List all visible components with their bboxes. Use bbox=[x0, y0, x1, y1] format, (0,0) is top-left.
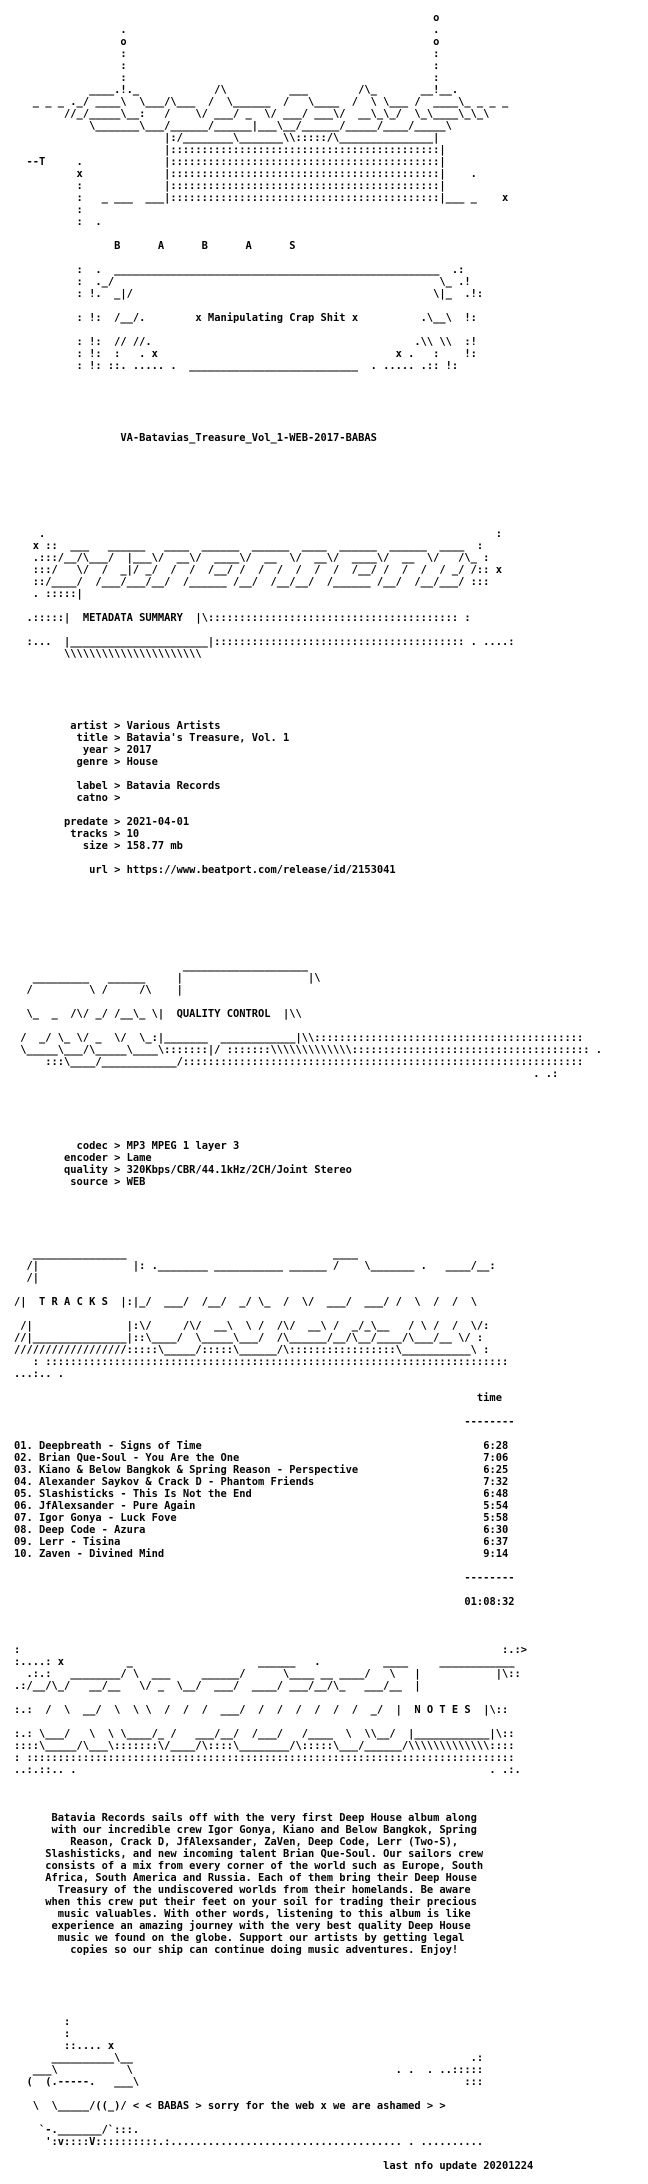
track-title: Kiano & Below Bangkok & Spring Reason - Perspective bbox=[39, 1464, 477, 1476]
track-title: Brian Que-Soul - You Are the One bbox=[39, 1452, 477, 1464]
metadata-field-value: House bbox=[126, 756, 158, 768]
metadata-field-label: size bbox=[14, 840, 108, 852]
track-title: Igor Gonya - Luck Fove bbox=[39, 1512, 477, 1524]
metadata-field-value: Various Artists bbox=[126, 720, 221, 732]
metadata-field-value: 2017 bbox=[126, 744, 152, 756]
track-time: 7:06 bbox=[476, 1452, 509, 1464]
metadata-field-value: https://www.beatport.com/release/id/2153041 bbox=[126, 864, 396, 876]
quality-heading: QUALITY CONTROL bbox=[176, 1008, 271, 1020]
notes-line: Reason, Crack D, JfAlexsander, ZaVen, Deep Code, Lerr (Two-S), bbox=[14, 1836, 459, 1848]
footer-message-line: \ \_____/((_)/ < < BABAS > sorry for the web x we are ashamed > > bbox=[14, 2100, 446, 2112]
tracks-rule-line bbox=[14, 1416, 602, 1428]
metadata-field-row bbox=[14, 852, 602, 864]
tracks-art-bottom: /| |:\/ /\/ __\ \ / /\/ __\ / _/_\__ / \ / / \/: //|_______________|::\____/ \_____\___/ /\______/__/\__/____/\___/__ \/ : //////////////////:::::\_____/:::::\______/\:::::::::::::::::\___________\ : : :::::::::::::::::::::::::::::::::::::::::::::::::::::::::::::::::::::::::: ...:.. . bbox=[14, 1320, 509, 1380]
notes-line: experience an amazing journey with the very best quality Deep House bbox=[14, 1920, 471, 1932]
metadata-field-label: title bbox=[14, 732, 108, 744]
tracks-heading-line: /| T R A C K S |:|_/ ___/ /__/ _/ \_ / \/ ___/ ___/ / \ / / \ bbox=[14, 1296, 477, 1308]
quality-field-value: 320Kbps/CBR/44.1kHz/2CH/Joint Stereo bbox=[126, 1164, 352, 1176]
tracks-total-rule: -------- bbox=[14, 1572, 515, 1584]
notes-line: music valuables. With other words, listening to this album is like bbox=[14, 1908, 471, 1920]
last-update-line bbox=[14, 2160, 602, 2172]
metadata-field-row bbox=[14, 804, 602, 816]
metadata-field-row: size > 158.77 mb bbox=[14, 840, 183, 852]
notes-line: with our incredible crew Igor Gonya, Kiano and Below Bangkok, Spring bbox=[14, 1824, 477, 1836]
metadata-field-row: title > Batavia's Treasure, Vol. 1 bbox=[14, 732, 290, 744]
track-number: 03. bbox=[14, 1464, 33, 1476]
nfo-document bbox=[14, 0, 602, 2184]
track-row bbox=[14, 1476, 602, 1488]
metadata-field-label: year bbox=[14, 744, 108, 756]
quality-field-label: quality bbox=[14, 1164, 108, 1176]
notes-line: copies so our ship can continue doing music adventures. Enjoy! bbox=[14, 1944, 459, 1956]
track-number: 02. bbox=[14, 1452, 33, 1464]
metadata-field-row: genre > House bbox=[14, 756, 158, 768]
notes-line: consists of a mix from every corner of the world such as Europe, South bbox=[14, 1860, 484, 1872]
track-number: 08. bbox=[14, 1524, 33, 1536]
notes-line: Treasury of the undiscovered worlds from their homelands. Be aware bbox=[14, 1884, 471, 1896]
tracks-art-top: _______________ ____ /| |: .________ ___________ ______ / \_______ . ____/__: /| bbox=[26, 1248, 496, 1284]
metadata-field-row: predate > 2021-04-01 bbox=[14, 816, 190, 828]
footer-art-top: : : ::.... x __________\__ .: ___\ \ . . . ..::::: ( (.-----. ___\ ::: bbox=[26, 2016, 484, 2088]
quality-field-value: MP3 MPEG 1 layer 3 bbox=[126, 1140, 240, 1152]
metadata-field-label: url bbox=[14, 864, 108, 876]
track-number: 07. bbox=[14, 1512, 33, 1524]
track-number: 06. bbox=[14, 1500, 33, 1512]
track-time: 7:32 bbox=[476, 1476, 509, 1488]
track-row bbox=[14, 1548, 602, 1560]
release-name-line bbox=[14, 432, 602, 444]
track-row bbox=[14, 1440, 602, 1452]
quality-field-label: source bbox=[14, 1176, 108, 1188]
tracks-heading: T R A C K S bbox=[39, 1296, 108, 1308]
metadata-field-row: catno > bbox=[14, 792, 127, 804]
track-title: JfAlexsander - Pure Again bbox=[39, 1500, 477, 1512]
tracks-total-line bbox=[14, 1596, 602, 1608]
track-time: 9:14 bbox=[476, 1548, 509, 1560]
track-time: 6:37 bbox=[476, 1536, 509, 1548]
metadata-field-label: catno bbox=[14, 792, 108, 804]
track-row bbox=[14, 1452, 602, 1464]
track-title: Deepbreath - Signs of Time bbox=[39, 1440, 477, 1452]
metadata-art-bottom: :... |______________________|:::::::::::::::::::::::::::::::::::::::: . ....: \\\\\\\\\\\\\\\\\\\\\\ bbox=[26, 636, 515, 660]
last-update-label: last nfo update bbox=[383, 2160, 477, 2172]
metadata-field-value: 2021-04-01 bbox=[126, 816, 190, 828]
track-row bbox=[14, 1488, 602, 1500]
metadata-field-row: artist > Various Artists bbox=[14, 720, 221, 732]
header-frame-top: : . ____________________________________________________ .: : ._/ \_ .! : !. _|/ \|_ .!: bbox=[76, 264, 484, 300]
quality-field-row: quality > 320Kbps/CBR/44.1kHz/2CH/Joint Stereo bbox=[14, 1164, 352, 1176]
time-rule: -------- bbox=[464, 1416, 515, 1428]
babas-letters: B A B A S bbox=[114, 240, 296, 252]
time-header: time bbox=[476, 1392, 502, 1404]
quality-fields bbox=[14, 1140, 602, 1188]
release-name: VA-Batavias_Treasure_Vol_1-WEB-2017-BABAS bbox=[120, 432, 377, 444]
track-time: 6:48 bbox=[476, 1488, 509, 1500]
metadata-field-row bbox=[14, 768, 602, 780]
quality-field-value: Lame bbox=[126, 1152, 152, 1164]
metadata-fields bbox=[14, 720, 602, 876]
track-title: Alexander Saykov & Crack D - Phantom Friends bbox=[39, 1476, 477, 1488]
track-number: 04. bbox=[14, 1476, 33, 1488]
metadata-field-row: year > 2017 bbox=[14, 744, 152, 756]
track-time: 5:54 bbox=[476, 1500, 509, 1512]
metadata-field-label: label bbox=[14, 780, 108, 792]
notes-text bbox=[14, 1812, 602, 1956]
track-time: 6:25 bbox=[476, 1464, 509, 1476]
tagline-line: : !: /__/. x Manipulating Crap Shit x .\__\ !: bbox=[14, 312, 477, 324]
metadata-field-label: tracks bbox=[14, 828, 108, 840]
track-time: 6:28 bbox=[476, 1440, 509, 1452]
header-ascii-art: o . . o o : : : : : : ____.!._ /\ ___ /\_ __!__. _ _ _ ._/ ____\ \___/\___ / \______ / \____ / \ \___ / ____\_ _ _ _ //_/_____\__: / \/ ___/ _ \/ ___/ ___\/ __\_\_/ \_\____\_\_\ \_______\___/______/______|___\__/______/_____/____/_____\ |:/________\_______\\:::::/\_______________| |:::::::::::::::::::::::::::::::::::::::::::| --T . |:::::::::::::::::::::::::::::::::::::::::::| x |:::::::::::::::::::::::::::::::::::::::::::| . : |:::::::::::::::::::::::::::::::::::::::::::| : _ ___ ___|:::::::::::::::::::::::::::::::::::::::::::|___ _ x : : . bbox=[26, 12, 509, 228]
track-number: 05. bbox=[14, 1488, 33, 1500]
quality-field-label: encoder bbox=[14, 1152, 108, 1164]
notes-art-bottom: :.: \___/ \ \ \____/_ / ___/__/ /___/ /____ \ \\__/ |____________|\:: ::::\_____/\___\:::::::\/____/\::::\________/\:::::\___/______/\\\\\\\\\\\\\:::: : :::::::::::::::::::::::::::::::::::::::::::::::::::::::::::::::::::::::::::::: ..:.::.. . . .:. bbox=[14, 1728, 521, 1776]
metadata-field-value: Batavia's Treasure, Vol. 1 bbox=[126, 732, 290, 744]
notes-heading-line: :.: / \ __/ \ \ \ / / / ___/ / / / / / / _/ | N O T E S |\:: bbox=[14, 1704, 509, 1716]
metadata-field-label: genre bbox=[14, 756, 108, 768]
quality-art-top: ____________________ _________ ______ | |\ / \ / /\ | bbox=[26, 960, 321, 996]
quality-field-row: source > WEB bbox=[14, 1176, 146, 1188]
track-row bbox=[14, 1536, 602, 1548]
quality-art-bottom: / _/ \_ \/ _ \/ \_:|_______ ____________|\\::::::::::::::::::::::::::::::::::::::::::: \_____\___/\_____\____\:::::::|/ :::::::\\\\\\\\\\\\\:::::::::::::::::::::::::::::::::::::: . :::\____/____________/:::::::::::::::::::::::::::::::::::::::::::::::::::::::::::::::: . .: bbox=[20, 1032, 603, 1080]
metadata-field-row: tracks > 10 bbox=[14, 828, 140, 840]
track-row bbox=[14, 1512, 602, 1524]
track-list bbox=[14, 1440, 602, 1560]
last-update-date: 20201224 bbox=[483, 2160, 534, 2172]
track-title: Deep Code - Azura bbox=[39, 1524, 477, 1536]
quality-field-row: encoder > Lame bbox=[14, 1152, 152, 1164]
tracks-time-header-line bbox=[14, 1392, 602, 1404]
quality-field-value: WEB bbox=[126, 1176, 146, 1188]
track-row bbox=[14, 1524, 602, 1536]
metadata-field-row: label > Batavia Records bbox=[14, 780, 221, 792]
metadata-field-row: url > https://www.beatport.com/release/id/2153041 bbox=[14, 864, 396, 876]
track-row bbox=[14, 1464, 602, 1476]
track-title: Slashisticks - This Is Not the End bbox=[39, 1488, 477, 1500]
notes-heading: N O T E S bbox=[414, 1704, 471, 1716]
footer-message: < BABAS > sorry for the web x we are ashamed > bbox=[145, 2100, 434, 2112]
track-time: 6:30 bbox=[476, 1524, 509, 1536]
metadata-field-value: 10 bbox=[126, 828, 140, 840]
track-time: 5:58 bbox=[476, 1512, 509, 1524]
track-number: 09. bbox=[14, 1536, 33, 1548]
metadata-heading-line: .:::::| METADATA SUMMARY |\:::::::::::::::::::::::::::::::::::::::: : bbox=[14, 612, 471, 624]
notes-line: when this crew put their feet on your soil for trading their precious bbox=[14, 1896, 477, 1908]
metadata-heading: METADATA SUMMARY bbox=[82, 612, 183, 624]
metadata-field-label: artist bbox=[14, 720, 108, 732]
notes-line: Slashisticks, and new incoming talent Brian Que-Soul. Our sailors crew bbox=[14, 1848, 484, 1860]
notes-art-top: : :.:> :....: x _ ______ . ____ ____________ .:.: ________/ \ ___ ______/ \____ __ ____/ \ | |\:: .:/__/\_/ __/__ \/ _ \__/ ___/ ____/ ___/__/\_ ___/__ | bbox=[14, 1644, 527, 1692]
notes-line: music we found on the globe. Support our artists by getting legal bbox=[14, 1932, 465, 1944]
track-title: Zaven - Divined Mind bbox=[39, 1548, 477, 1560]
notes-line: Batavia Records sails off with the very first Deep House album along bbox=[14, 1812, 477, 1824]
total-time: 01:08:32 bbox=[464, 1596, 515, 1608]
metadata-field-label: predate bbox=[14, 816, 108, 828]
track-row bbox=[14, 1500, 602, 1512]
notes-line: Africa, South America and Russia. Each of them bring their Deep House bbox=[14, 1872, 477, 1884]
track-number: 01. bbox=[14, 1440, 33, 1452]
tagline: x Manipulating Crap Shit x bbox=[195, 312, 359, 324]
title-letters-line bbox=[14, 240, 602, 252]
track-number: 10. bbox=[14, 1548, 33, 1560]
track-title: Lerr - Tisina bbox=[39, 1536, 477, 1548]
metadata-field-value: Batavia Records bbox=[126, 780, 221, 792]
header-frame-bottom: : !: // //. .\\ \\ :! : !: : . x x . : !: : !: ::. ..... . ___________________________ . ..... .:: !: bbox=[76, 336, 477, 372]
footer-art-bottom: `-._______/`:::. ':v::::V::::::::::.:..................................... . .......... bbox=[39, 2124, 484, 2148]
quality-heading-line: \_ _ /\/ _/ /__\_ \| QUALITY CONTROL |\\ bbox=[14, 1008, 302, 1020]
quality-field-row: codec > MP3 MPEG 1 layer 3 bbox=[14, 1140, 240, 1152]
metadata-field-value: 158.77 mb bbox=[126, 840, 183, 852]
metadata-art-top: . : x :: ___ ______ ____ ______ ______ ____ ______ ______ ____ : .:::/__/\___/ |___\/ __\/ ____\/ __ \/ __\/ ____\/ __ \/ /\_ : :::/ \/ / _|/ _/ / / /__/ / / / / / / /__/ / / / / _/ /:: x ::/____/ /___/___/__/ /______ /__/ /__/__/ /______ /__/ /__/___/ ::: . :::::| bbox=[32, 528, 502, 600]
quality-field-label: codec bbox=[14, 1140, 108, 1152]
